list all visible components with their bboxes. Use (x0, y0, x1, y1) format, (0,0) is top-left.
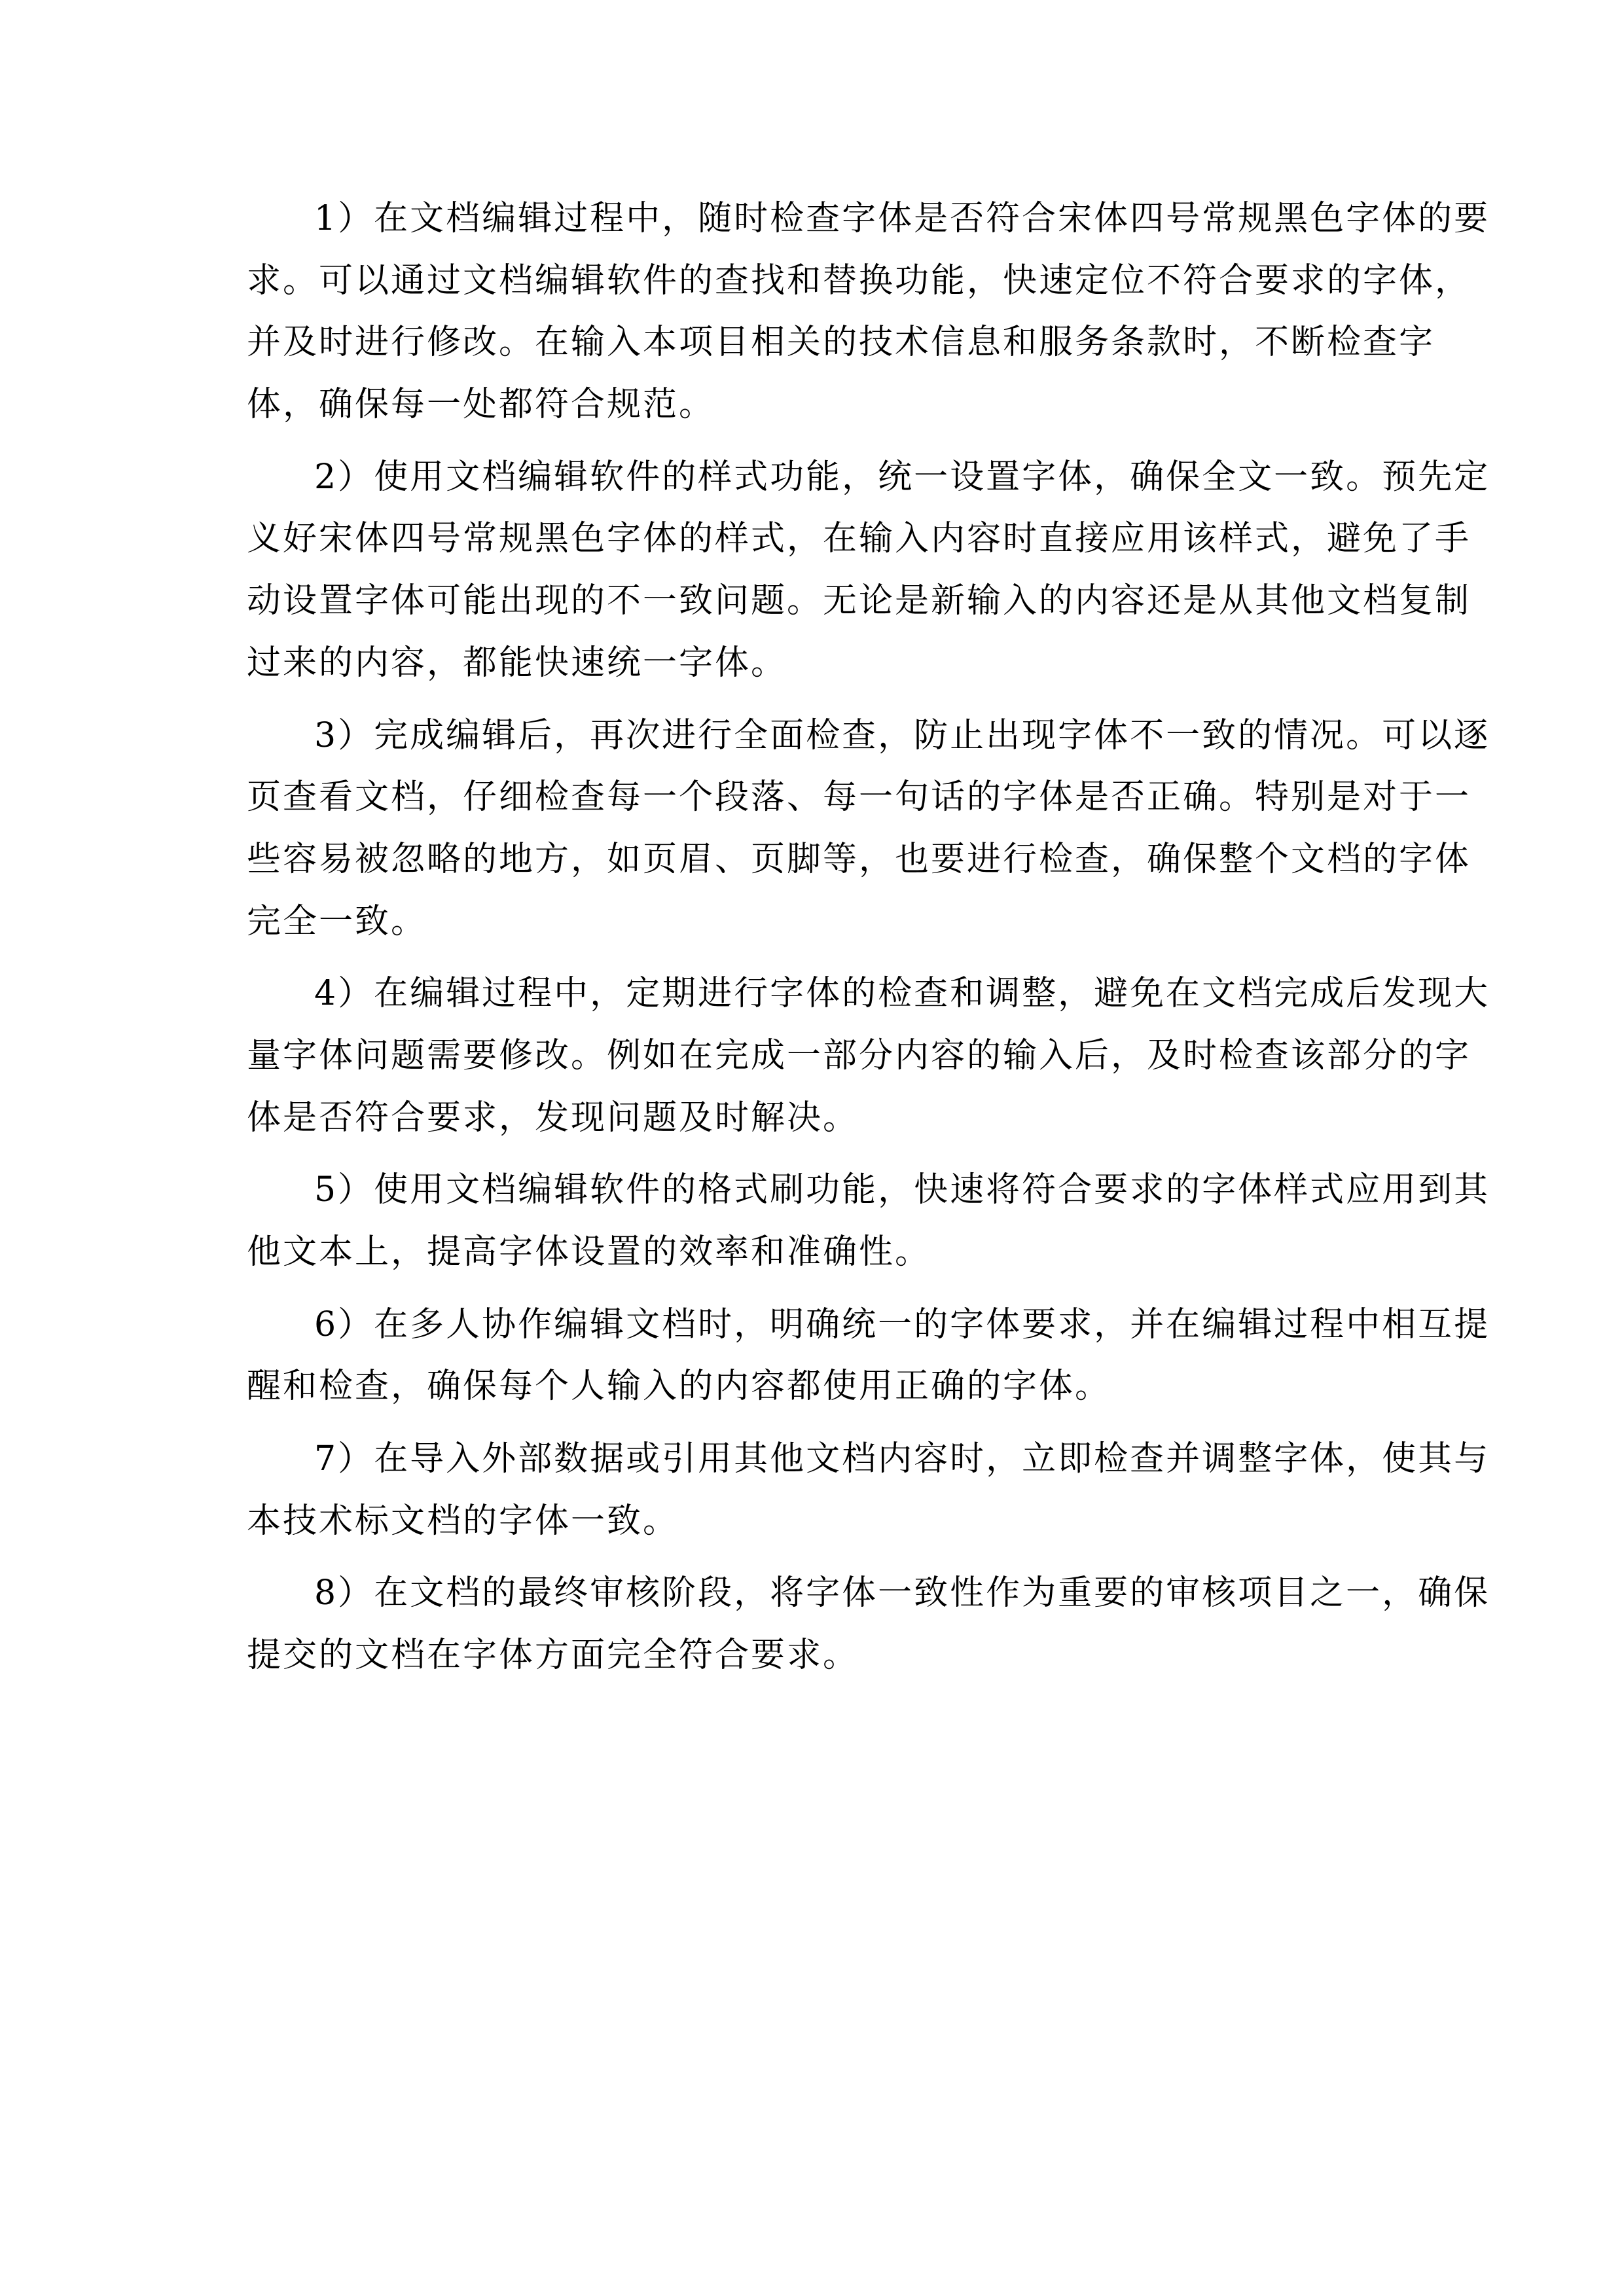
paragraph-line: 3）完成编辑后，再次进行全面检查，防止出现字体不一致的情况。可以逐 (314, 715, 1490, 755)
paragraph-line: 2）使用文档编辑软件的样式功能，统一设置字体，确保全文一致。预先定 (314, 457, 1490, 497)
paragraph-2 (247, 446, 1490, 694)
paragraph-line: 本技术标文档的字体一致。 (247, 1501, 679, 1541)
paragraph-line: 完全一致。 (247, 901, 427, 941)
paragraph-line: 他文本上，提高字体设置的效率和准确性。 (247, 1232, 931, 1272)
paragraph-line: 求。可以通过文档编辑软件的查找和替换功能，快速定位不符合要求的字体， (247, 260, 1471, 300)
paragraph-line: 提交的文档在字体方面完全符合要求。 (247, 1636, 859, 1676)
paragraph-line: 些容易被忽略的地方，如页眉、页脚等，也要进行检查，确保整个文档的字体 (247, 839, 1471, 879)
paragraph-line: 页查看文档，仔细检查每一个段落、每一句话的字体是否正确。特别是对于一 (247, 778, 1471, 817)
paragraph-line: 体是否符合要求，发现问题及时解决。 (247, 1098, 859, 1138)
paragraph-line: 过来的内容，都能快速统一字体。 (247, 643, 787, 683)
paragraph-line: 义好宋体四号常规黑色字体的样式，在输入内容时直接应用该样式，避免了手 (247, 519, 1471, 559)
paragraph-1 (247, 188, 1490, 436)
paragraph-line: 6）在多人协作编辑文档时，明确统一的字体要求，并在编辑过程中相互提 (314, 1304, 1490, 1344)
paragraph-line: 8）在文档的最终审核阶段，将字体一致性作为重要的审核项目之一，确保 (314, 1573, 1490, 1613)
paragraph-8 (247, 1562, 1490, 1686)
document-body (247, 188, 1490, 1697)
paragraph-line: 体，确保每一处都符合规范。 (247, 385, 715, 425)
paragraph-line: 5）使用文档编辑软件的格式刷功能，快速将符合要求的字体样式应用到其 (314, 1170, 1490, 1210)
paragraph-line: 4）在编辑过程中，定期进行字体的检查和调整，避免在文档完成后发现大 (314, 974, 1490, 1014)
paragraph-3 (247, 705, 1490, 953)
paragraph-line: 量字体问题需要修改。例如在完成一部分内容的输入后，及时检查该部分的字 (247, 1035, 1471, 1075)
paragraph-line: 并及时进行修改。在输入本项目相关的技术信息和服务条款时，不断检查字 (247, 323, 1435, 363)
paragraph-4 (247, 963, 1490, 1149)
paragraph-5 (247, 1159, 1490, 1283)
paragraph-line: 7）在导入外部数据或引用其他文档内容时，立即检查并调整字体，使其与 (314, 1439, 1490, 1479)
paragraph-line: 动设置字体可能出现的不一致问题。无论是新输入的内容还是从其他文档复制 (247, 581, 1471, 621)
paragraph-7 (247, 1428, 1490, 1552)
paragraph-line: 醒和检查，确保每个人输入的内容都使用正确的字体。 (247, 1367, 1111, 1407)
paragraph-6 (247, 1294, 1490, 1418)
paragraph-line: 1）在文档编辑过程中，随时检查字体是否符合宋体四号常规黑色字体的要 (314, 199, 1490, 238)
